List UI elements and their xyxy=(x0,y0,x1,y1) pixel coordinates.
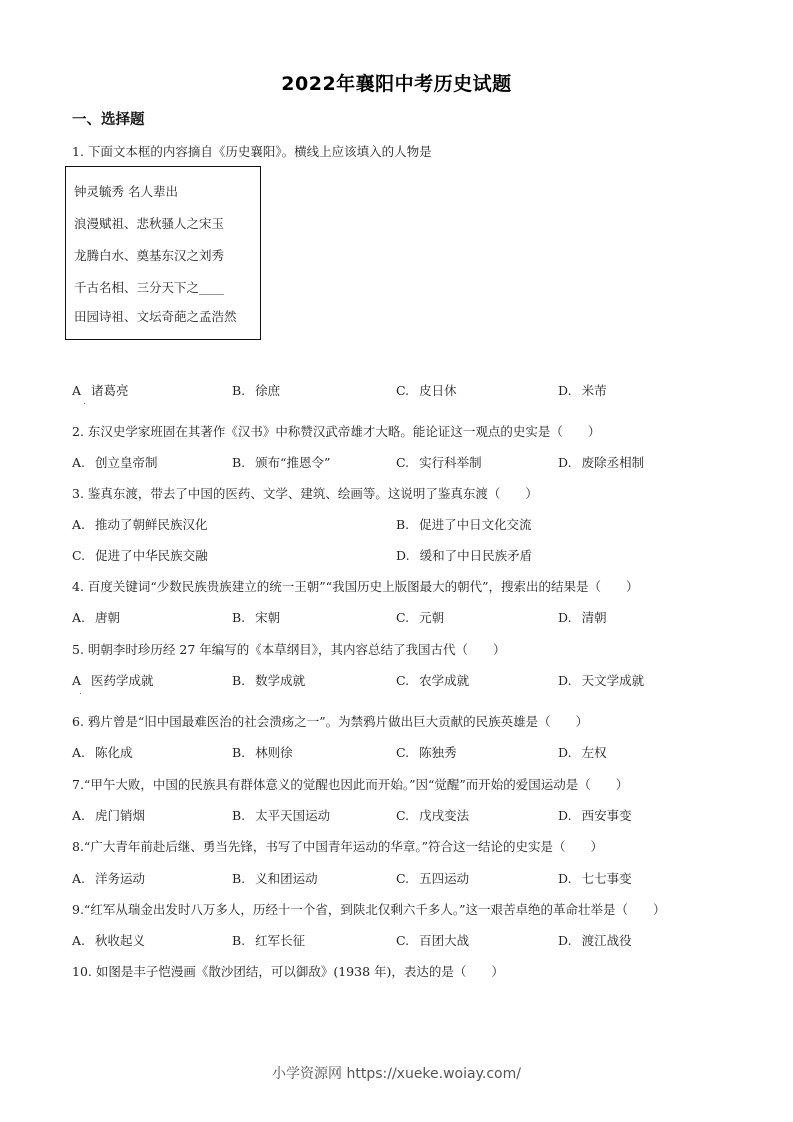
option-text: 数学成就 xyxy=(255,673,306,688)
option-text: 实行科举制 xyxy=(419,455,482,470)
option-text: 七七事变 xyxy=(581,871,632,886)
question-5-options xyxy=(72,671,752,689)
option-letter: D. xyxy=(558,383,572,398)
option-letter: D. xyxy=(558,610,572,625)
option-text: 天文学成就 xyxy=(581,673,645,688)
option-letter: A. xyxy=(72,808,86,823)
option-text: 促进了中华民族交融 xyxy=(95,548,208,563)
question-9-stem: 9.“红军从瑞金出发时八万多人，历经十一个省，到陕北仅剩六千多人。”这一艰苦卓绝的革命壮举是（ ） xyxy=(72,902,666,917)
question-6-options xyxy=(72,743,752,761)
option-text: 五四运动 xyxy=(419,871,470,886)
option-letter: B. xyxy=(232,871,246,886)
option-c[interactable] xyxy=(72,546,208,564)
option-letter: B. xyxy=(232,455,246,470)
option-d[interactable] xyxy=(558,931,632,949)
question-4-stem: 4. 百度关键词“少数民族贵族建立的统一王朝”“我国历史上版图最大的朝代”，搜索出的结果是（ ） xyxy=(72,579,639,594)
question-6-stem: 6. 鸦片曾是“旧中国最难医治的社会溃疡之一”。为禁鸦片做出巨大贡献的民族英雄是（ ） xyxy=(72,714,589,729)
option-text: 医药学成就 xyxy=(91,673,154,688)
option-text: 戊戌变法 xyxy=(419,808,470,823)
option-letter: D. xyxy=(558,455,572,470)
option-a[interactable] xyxy=(72,671,154,689)
option-text: 废除丞相制 xyxy=(581,455,645,470)
question-2-options xyxy=(72,453,752,471)
option-b[interactable] xyxy=(232,453,330,471)
option-text: 陈化成 xyxy=(95,745,133,760)
quote-line: 田园诗祖、文坛奇葩之孟浩然 xyxy=(74,309,237,324)
option-letter: A. xyxy=(72,610,86,625)
option-a[interactable] xyxy=(72,869,145,887)
option-text: 推动了朝鲜民族汉化 xyxy=(95,517,208,532)
option-letter: D. xyxy=(558,808,572,823)
option-letter: A xyxy=(72,673,82,688)
question-7-stem: 7.“甲午大败，中国的民族具有群体意义的觉醒也因此而开始。”因“觉醒”而开始的爱国运动是（ ） xyxy=(72,777,629,792)
option-a[interactable] xyxy=(72,806,145,824)
option-text: 义和团运动 xyxy=(255,871,318,886)
option-d[interactable] xyxy=(558,743,607,761)
question-9-options xyxy=(72,931,752,949)
option-letter: D. xyxy=(396,548,410,563)
option-letter: B. xyxy=(232,610,246,625)
question-3-options-row-2 xyxy=(72,546,752,564)
option-b[interactable] xyxy=(232,806,330,824)
option-d[interactable] xyxy=(558,608,607,626)
option-text: 诸葛亮 xyxy=(91,383,129,398)
option-letter: B. xyxy=(232,673,246,688)
option-letter: C. xyxy=(396,808,410,823)
option-c[interactable] xyxy=(396,453,482,471)
option-text: 虎门销烟 xyxy=(95,808,146,823)
option-text: 元朝 xyxy=(419,610,445,625)
option-letter: C. xyxy=(396,383,410,398)
option-letter: B. xyxy=(232,808,246,823)
question-10-stem: 10. 如图是丰子恺漫画《散沙团结，可以御敌》(1938 年)，表达的是（ ） xyxy=(72,964,504,979)
option-text: 宋朝 xyxy=(255,610,281,625)
question-3-stem: 3. 鉴真东渡，带去了中国的医药、文学、建筑、绘画等。这说明了鉴真东渡（ ） xyxy=(72,486,538,501)
option-c[interactable] xyxy=(396,869,469,887)
question-7-options xyxy=(72,806,752,824)
footer-watermark: 小学资源网 https://xueke.woiay.com/ xyxy=(272,1066,521,1082)
option-text: 农学成就 xyxy=(419,673,470,688)
option-text: 渡江战役 xyxy=(581,933,632,948)
quote-line: 浪漫赋祖、悲秋骚人之宋玉 xyxy=(74,216,225,231)
option-text: 洋务运动 xyxy=(95,871,146,886)
option-letter: C. xyxy=(396,933,410,948)
page-title: 2022年襄阳中考历史试题 xyxy=(281,73,512,95)
option-text: 百团大战 xyxy=(419,933,470,948)
option-letter: B. xyxy=(232,933,246,948)
option-a[interactable] xyxy=(72,931,145,949)
option-letter: B. xyxy=(396,517,410,532)
option-c[interactable] xyxy=(396,931,469,949)
option-a[interactable] xyxy=(72,743,133,761)
quote-line: 龙腾白水、奠基东汉之刘秀 xyxy=(74,248,225,263)
option-letter: C. xyxy=(396,610,410,625)
question-1-quote-box xyxy=(65,166,261,340)
question-2-stem: 2. 东汉史学家班固在其著作《汉书》中称赞汉武帝雄才大略。能论证这一观点的史实是（ ） xyxy=(72,424,601,439)
section-heading: 一、选择题 xyxy=(72,112,145,128)
option-b[interactable] xyxy=(232,869,318,887)
option-text: 秋收起义 xyxy=(95,933,146,948)
option-letter: C. xyxy=(72,548,86,563)
option-letter: A. xyxy=(72,455,86,470)
option-letter: C. xyxy=(396,673,410,688)
option-letter: A. xyxy=(72,871,86,886)
option-b[interactable] xyxy=(232,381,280,399)
question-5-stem: 5. 明朝李时珍历经 27 年编写的《本草纲目》，其内容总结了我国古代（ ） xyxy=(72,642,506,657)
option-c[interactable] xyxy=(396,806,469,824)
option-d[interactable] xyxy=(558,806,632,824)
question-1-options xyxy=(72,381,752,399)
question-3-options-row-1 xyxy=(72,515,752,533)
question-8-stem: 8.“广大青年前赴后继、勇当先锋，书写了中国青年运动的华章。”符合这一结论的史实是（ ） xyxy=(72,839,603,854)
option-a[interactable] xyxy=(72,453,158,471)
option-text: 西安事变 xyxy=(581,808,632,823)
option-letter: C. xyxy=(396,455,410,470)
option-letter: A xyxy=(72,383,82,398)
option-letter: A. xyxy=(72,745,86,760)
option-c[interactable] xyxy=(396,381,457,399)
quote-line: 千古名相、三分天下之____ xyxy=(74,280,225,295)
option-c[interactable] xyxy=(396,743,457,761)
option-b[interactable] xyxy=(232,671,305,689)
option-a[interactable] xyxy=(72,381,129,399)
option-d[interactable] xyxy=(558,381,607,399)
question-4-options xyxy=(72,608,752,626)
option-text: 清朝 xyxy=(581,610,607,625)
option-letter: A. xyxy=(72,933,86,948)
option-d[interactable] xyxy=(558,453,644,471)
option-text: 陈独秀 xyxy=(419,745,457,760)
option-b[interactable] xyxy=(396,515,532,533)
option-letter: D. xyxy=(558,871,572,886)
option-text: 徐庶 xyxy=(255,383,281,398)
option-d[interactable] xyxy=(558,869,632,887)
option-letter: A. xyxy=(72,517,86,532)
option-a[interactable] xyxy=(72,515,208,533)
quote-line: 钟灵毓秀 名人辈出 xyxy=(74,184,178,199)
option-b[interactable] xyxy=(232,931,305,949)
option-text: 颁布“推恩令” xyxy=(255,455,331,470)
option-letter: C. xyxy=(396,871,410,886)
stray-dot xyxy=(80,693,81,694)
option-letter: D. xyxy=(558,745,572,760)
option-text: 米芾 xyxy=(581,383,607,398)
option-text: 红军长征 xyxy=(255,933,306,948)
option-d[interactable] xyxy=(558,671,644,689)
option-text: 皮日休 xyxy=(419,383,457,398)
option-text: 促进了中日文化交流 xyxy=(419,517,532,532)
option-letter: C. xyxy=(396,745,410,760)
option-letter: B. xyxy=(232,745,246,760)
option-a[interactable] xyxy=(72,608,120,626)
question-8-options xyxy=(72,869,752,887)
option-text: 太平天国运动 xyxy=(255,808,331,823)
question-1-stem: 1. 下面文本框的内容摘自《历史襄阳》。横线上应该填入的人物是 xyxy=(72,144,432,159)
stray-dot xyxy=(84,403,85,404)
option-b[interactable] xyxy=(232,608,280,626)
option-text: 唐朝 xyxy=(95,610,121,625)
option-text: 创立皇帝制 xyxy=(95,455,158,470)
option-c[interactable] xyxy=(396,671,469,689)
option-letter: D. xyxy=(558,673,572,688)
option-d[interactable] xyxy=(396,546,532,564)
option-c[interactable] xyxy=(396,608,444,626)
option-text: 缓和了中日民族矛盾 xyxy=(419,548,533,563)
option-letter: D. xyxy=(558,933,572,948)
option-text: 左权 xyxy=(581,745,607,760)
option-text: 林则徐 xyxy=(255,745,293,760)
option-letter: B. xyxy=(232,383,246,398)
option-b[interactable] xyxy=(232,743,293,761)
